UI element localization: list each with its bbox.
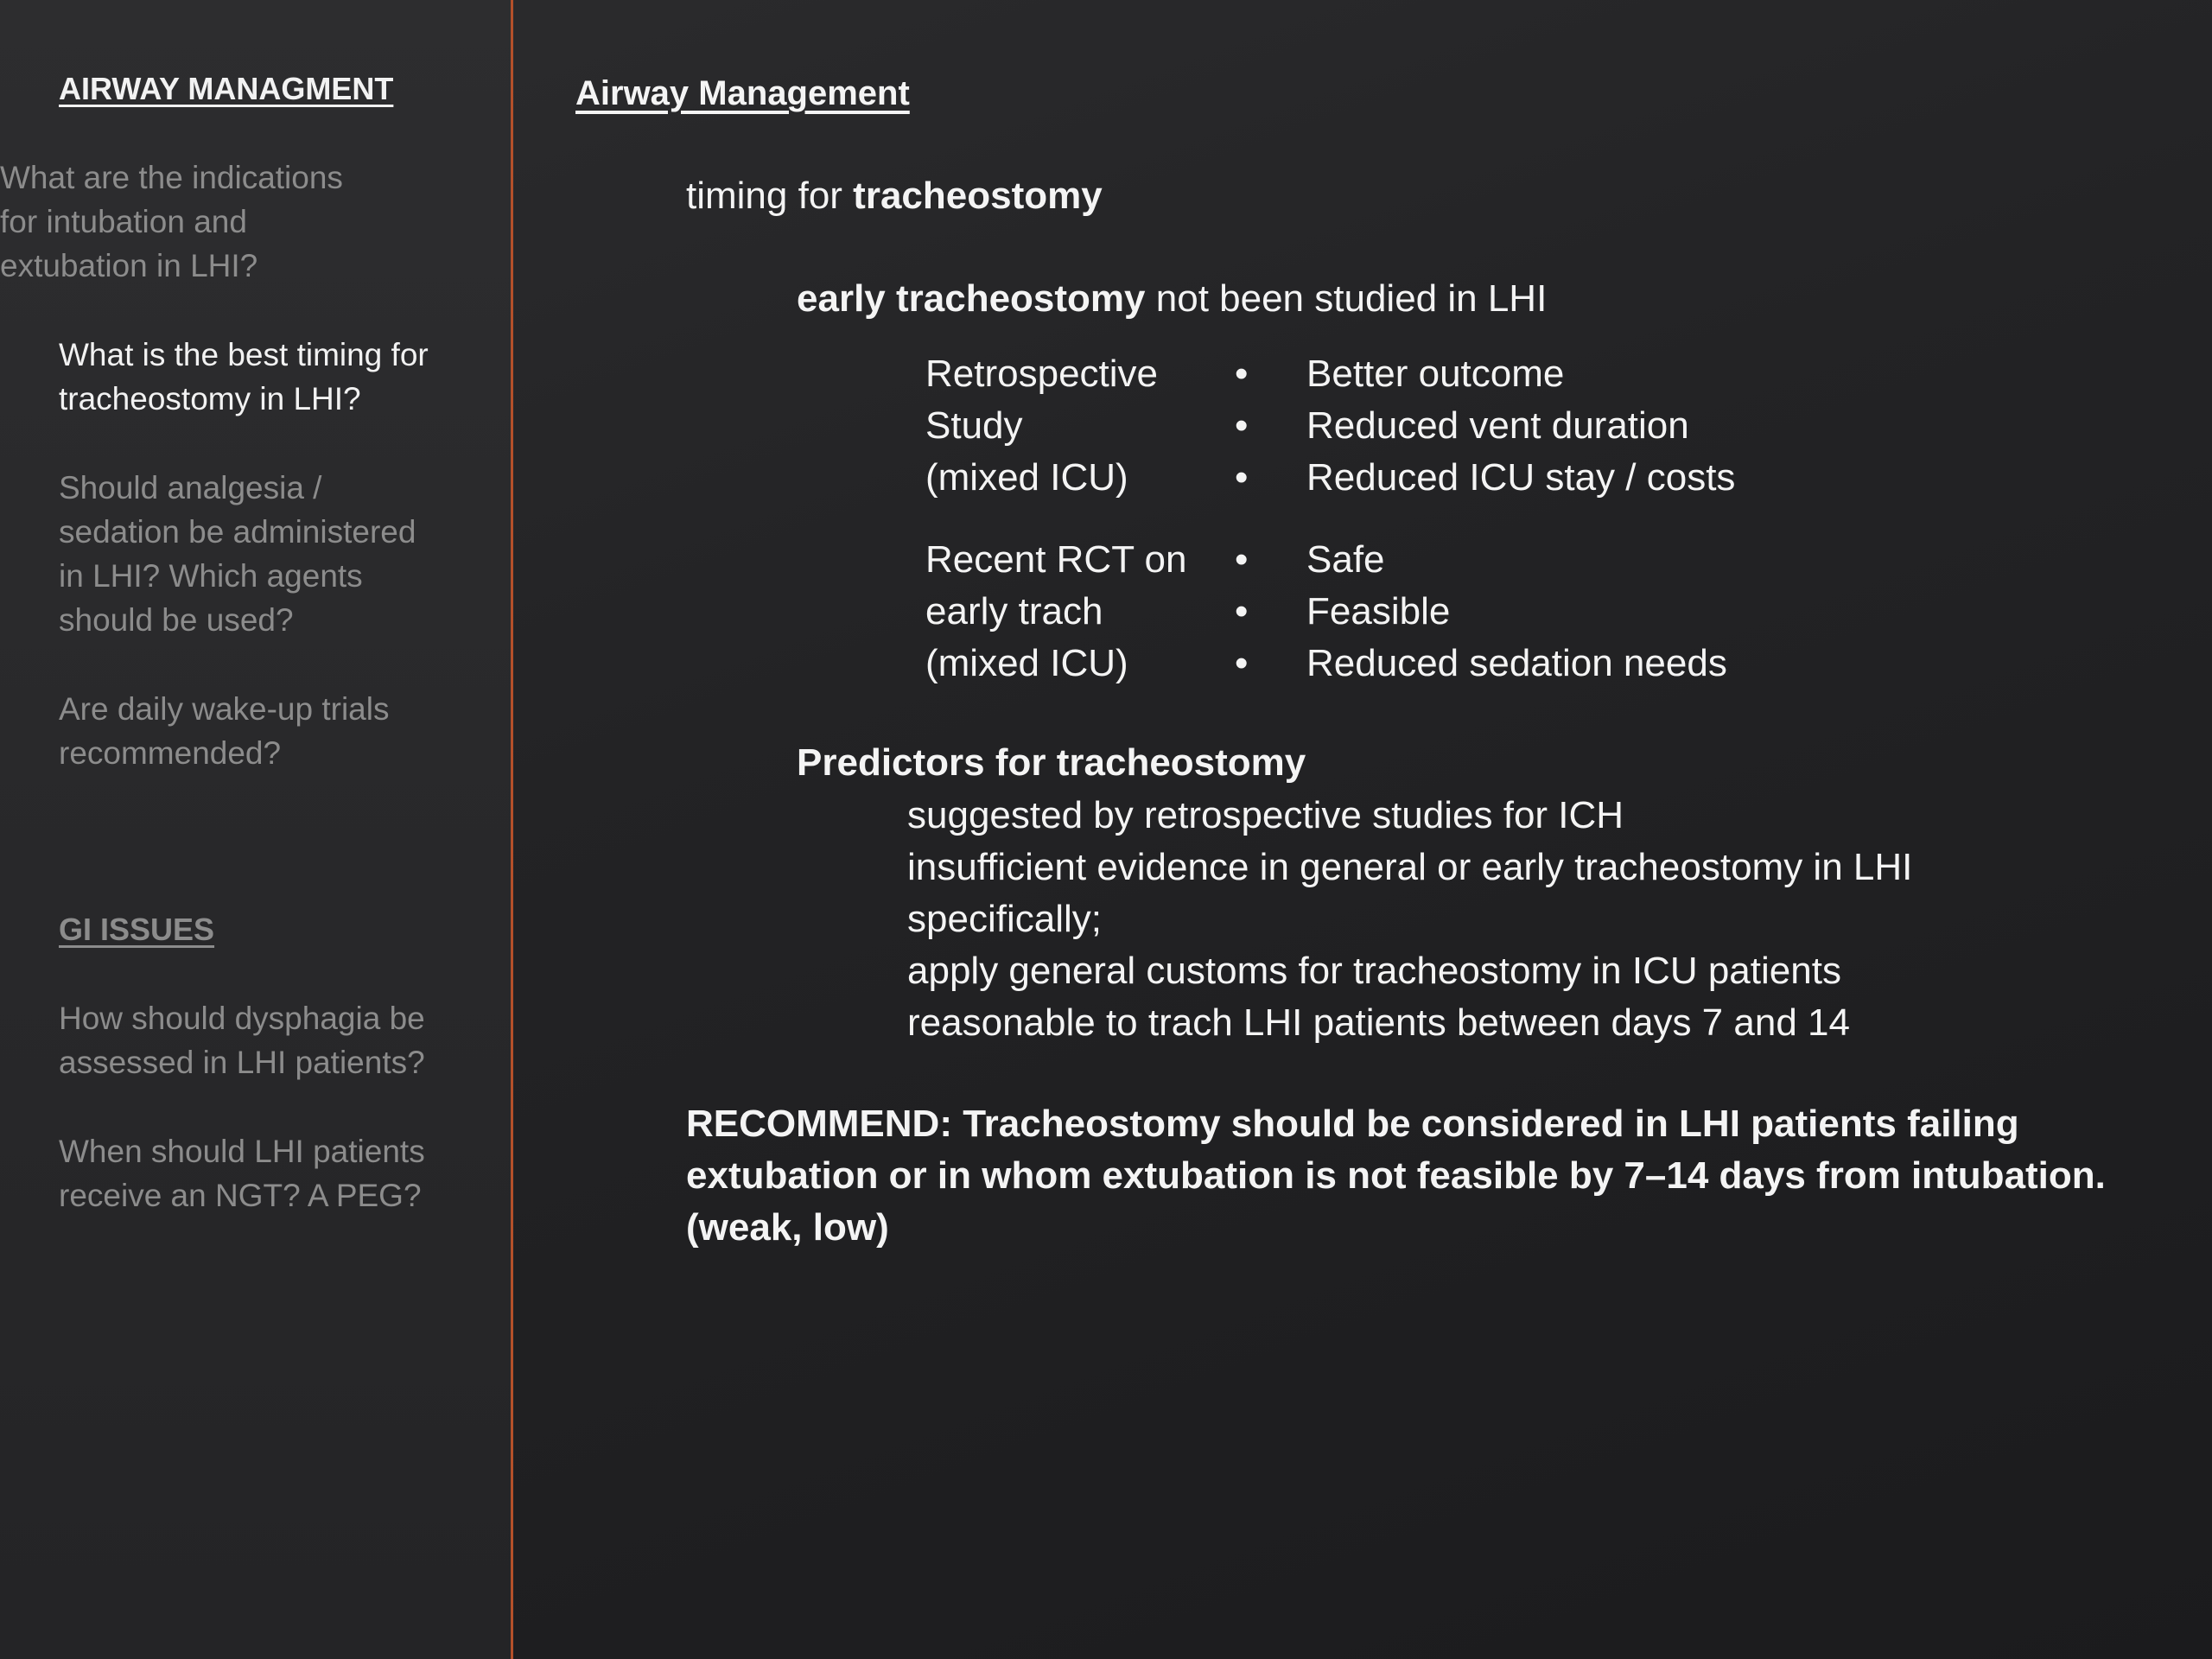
sidebar-divider <box>511 0 513 1659</box>
bullet-list-markers: • • • <box>1235 353 1249 499</box>
sidebar-item-dysphagia[interactable]: How should dysphagia be assessed in LHI patients? <box>59 1001 425 1080</box>
recommendation: RECOMMEND: Tracheostomy should be considered in LHI patients failing extubation or in whom extubation is not feasible by 7–14 days from intubation. (weak, low) <box>686 1103 2106 1249</box>
predictors-list: suggested by retrospective studies for ICH insufficient evidence in general or early tracheostomy in LHI specifically; apply general customs for tracheostomy in ICU patients reasonable to trach LHI patients between days 7 and 14 <box>907 794 1913 1044</box>
predictors-title: Predictors for tracheostomy <box>797 741 1306 784</box>
study-label-rct: Recent RCT on early trach (mixed ICU) <box>925 538 1187 684</box>
sidebar-section-gi[interactable]: GI ISSUES <box>59 912 215 947</box>
sidebar-item-sedation[interactable]: Should analgesia / sedation be administered in LHI? Which agents should be used? <box>59 470 416 638</box>
bullet-list-markers: • • • <box>1235 538 1249 684</box>
study-findings-retrospective: Better outcome Reduced vent duration Reduced ICU stay / costs <box>1306 353 1736 499</box>
study-label-retrospective: Retrospective Study (mixed ICU) <box>925 353 1159 499</box>
study-findings-rct: Safe Feasible Reduced sedation needs <box>1306 538 1727 684</box>
sidebar-item-wake-up[interactable]: Are daily wake-up trials recommended? <box>59 691 390 771</box>
sidebar-item-tracheostomy[interactable]: What is the best timing for tracheostomy in LHI? <box>59 337 429 416</box>
section-heading: timing for tracheostomy <box>686 175 1103 217</box>
sidebar-section-airway[interactable]: AIRWAY MANAGMENT <box>59 71 394 106</box>
sidebar-item-intubation[interactable]: What are the indications for intubation and extubation in LHI? <box>0 160 343 283</box>
page-title: Airway Management <box>575 74 910 112</box>
early-tracheostomy-note: early tracheostomy not been studied in LHI <box>797 277 1548 320</box>
sidebar-item-ngt-peg[interactable]: When should LHI patients receive an NGT? A PEG? <box>59 1134 425 1213</box>
